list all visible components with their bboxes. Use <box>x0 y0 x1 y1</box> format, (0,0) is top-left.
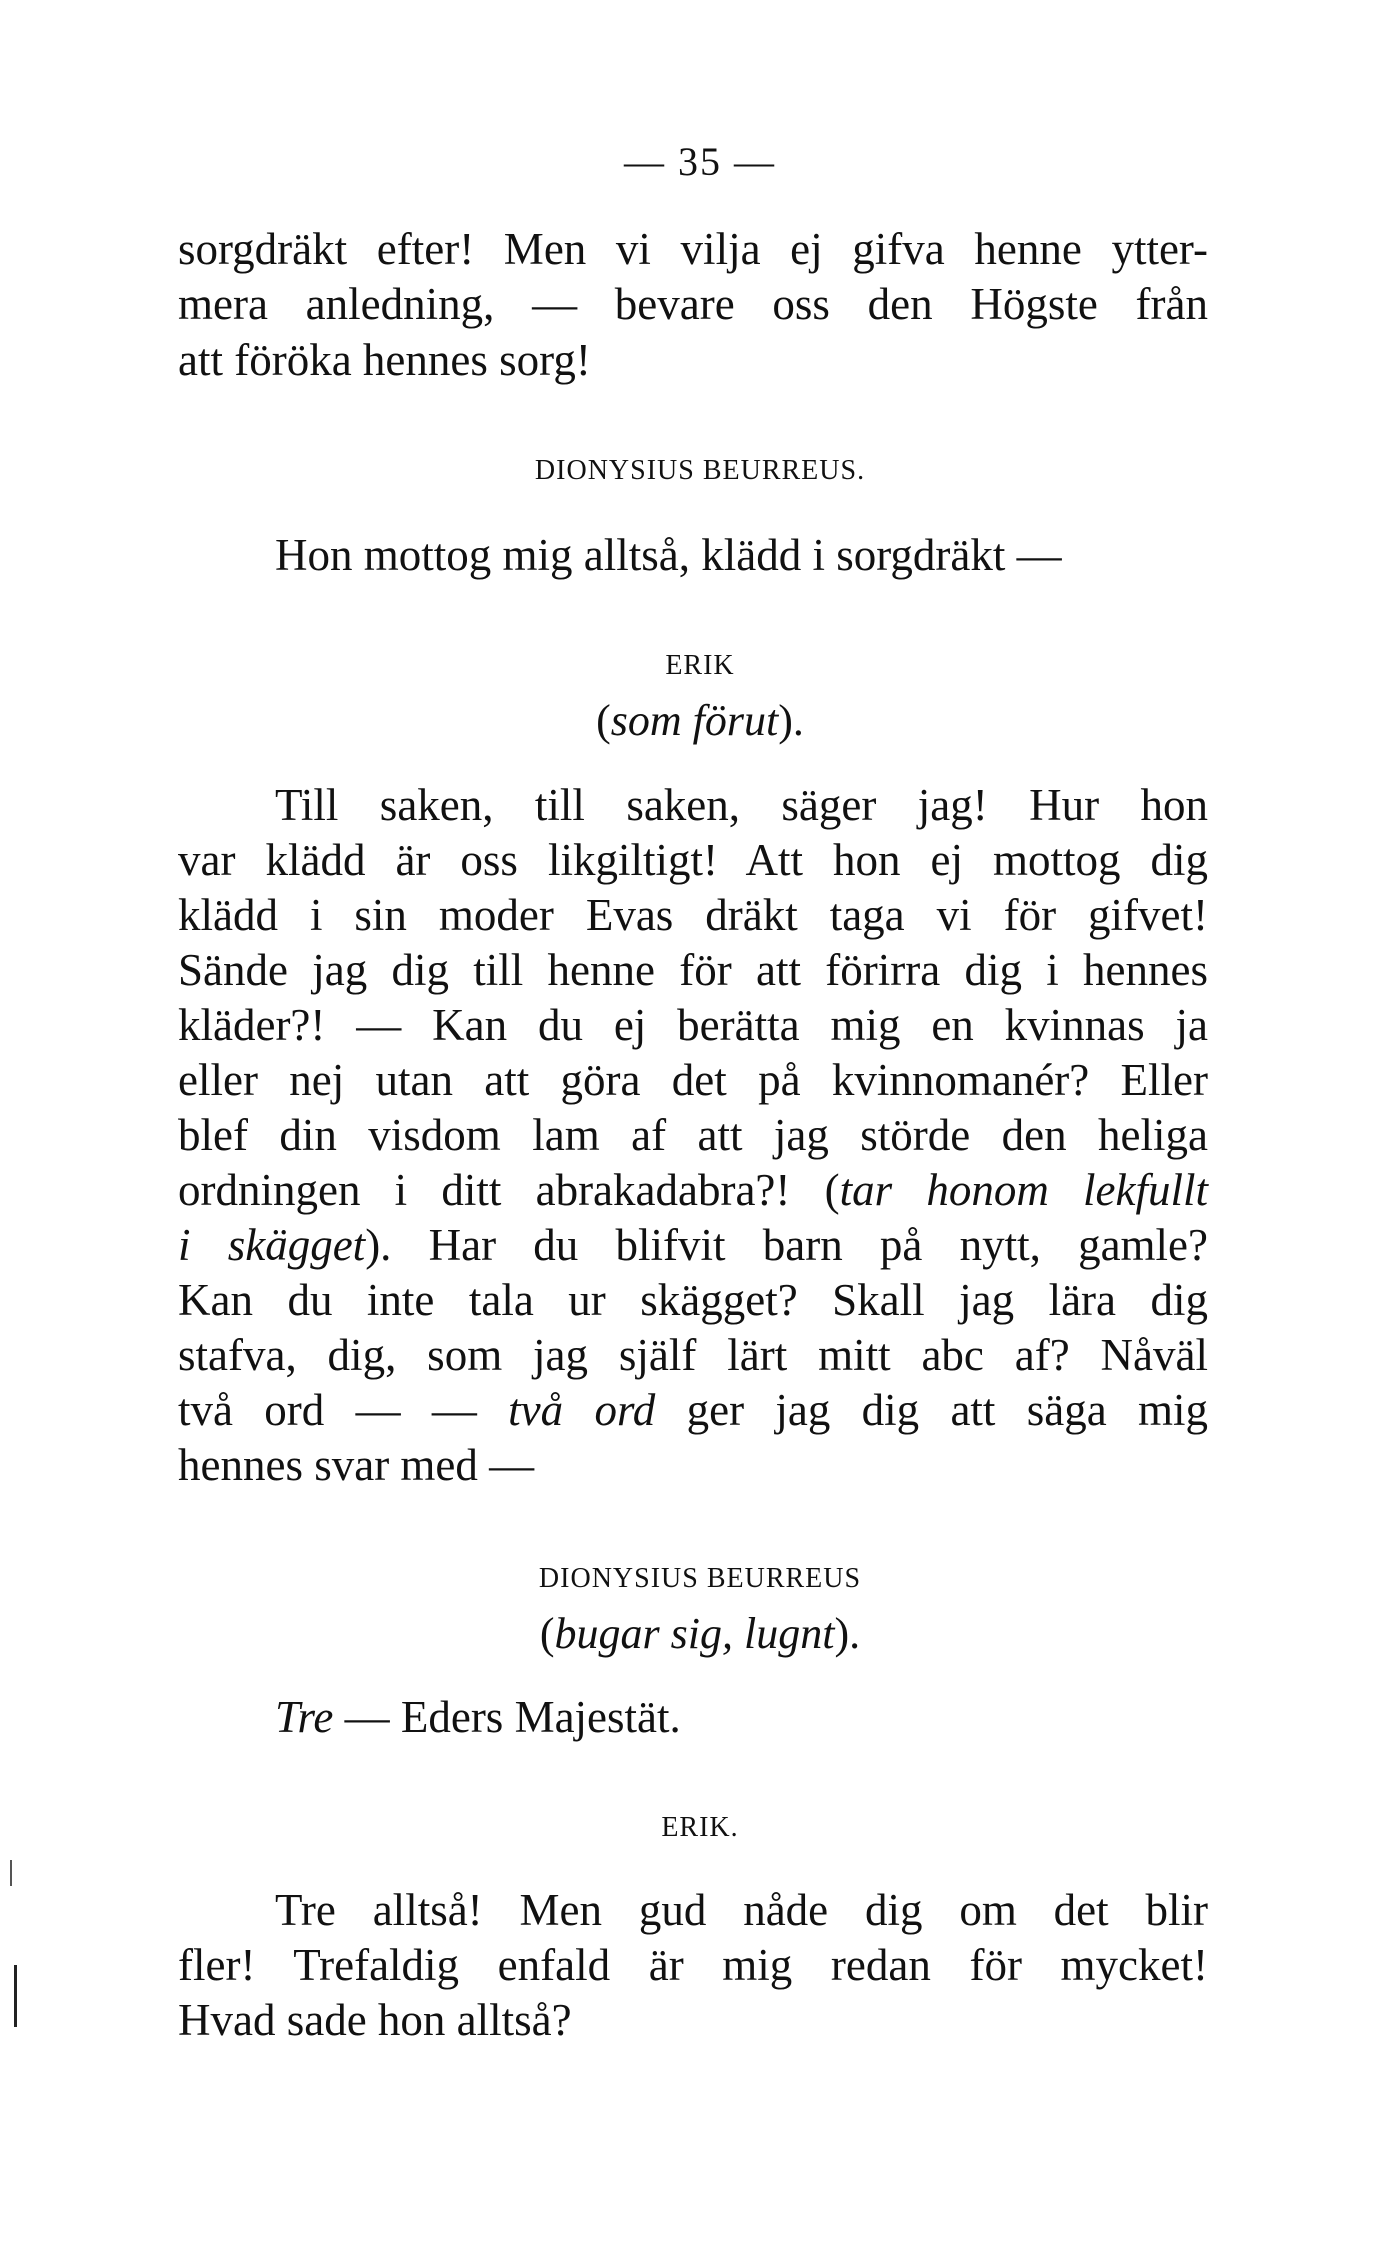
paren-close: ). <box>778 696 804 745</box>
text-fragment: ger jag dig att säga mig <box>655 1385 1208 1435</box>
scan-edge-mark <box>10 1860 12 1886</box>
text-line: Kan du inte tala ur skägget? Skall jag lära dig <box>178 1275 1208 1325</box>
stage-direction-inline: tar honom lekfullt <box>839 1165 1208 1215</box>
stage-direction <box>0 695 1400 746</box>
text-line <box>178 1163 1208 1218</box>
page-number: — 35 — <box>624 139 776 184</box>
text-line: kläder?! — Kan du ej berätta mig en kvinnas ja <box>178 1000 1208 1050</box>
speaker-name: ERIK <box>665 650 735 681</box>
text-line: klädd i sin moder Evas dräkt taga vi för gifvet! <box>178 890 1208 940</box>
paren-open: ( <box>539 1609 555 1658</box>
text-fragment: — Eders Majestät. <box>333 1692 681 1742</box>
emphasis: Tre <box>275 1692 334 1742</box>
text-line: att föröka hennes sorg! <box>178 335 591 385</box>
text-line: stafva, dig, som jag själf lärt mitt abc af? Nåväl <box>178 1330 1208 1380</box>
text-line: Till saken, till saken, säger jag! Hur hon <box>275 780 1208 830</box>
text-line: hennes svar med — <box>178 1440 535 1490</box>
text-line: eller nej utan att göra det på kvinnomanér? Eller <box>178 1055 1208 1105</box>
text-line: Tre alltså! Men gud nåde dig om det blir <box>275 1885 1208 1935</box>
speech-line: Hon mottog mig alltså, klädd i sorgdräkt — <box>275 530 1062 580</box>
speaker-name: ERIK. <box>661 1812 739 1843</box>
emphasis: två ord <box>508 1385 656 1435</box>
text-line: mera anledning, — bevare oss den Högste från <box>178 279 1208 329</box>
paren-close: ). <box>834 1609 861 1658</box>
speech-line <box>275 1690 681 1745</box>
speaker-name: DIONYSIUS BEURREUS <box>538 1563 862 1594</box>
stage-direction-text: som förut <box>610 696 779 745</box>
paren-open: ( <box>596 696 611 745</box>
text-line <box>178 1218 1208 1273</box>
scan-edge-mark <box>14 1965 17 2027</box>
speaker-name: DIONYSIUS BEURREUS. <box>534 455 866 486</box>
text-fragment: ). Har du blifvit barn på nytt, gamle? <box>365 1220 1208 1270</box>
stage-direction-text: bugar sig, lugnt <box>554 1609 835 1658</box>
text-line: sorgdräkt efter! Men vi vilja ej gifva henne ytter- <box>178 224 1208 274</box>
text-fragment: två ord — — <box>178 1385 509 1435</box>
text-line: var klädd är oss likgiltigt! Att hon ej mottog dig <box>178 835 1208 885</box>
text-line: Hvad sade hon alltså? <box>178 1995 572 2045</box>
text-line <box>178 1383 1208 1438</box>
stage-direction <box>0 1608 1400 1659</box>
stage-direction-inline: i skägget <box>178 1220 366 1270</box>
text-line: fler! Trefaldig enfald är mig redan för mycket! <box>178 1940 1208 1990</box>
text-line: Sände jag dig till henne för att förirra dig i hennes <box>178 945 1208 995</box>
text-fragment: ordningen i ditt abrakadabra?! ( <box>178 1165 840 1215</box>
text-line: blef din visdom lam af att jag störde den heliga <box>178 1110 1208 1160</box>
